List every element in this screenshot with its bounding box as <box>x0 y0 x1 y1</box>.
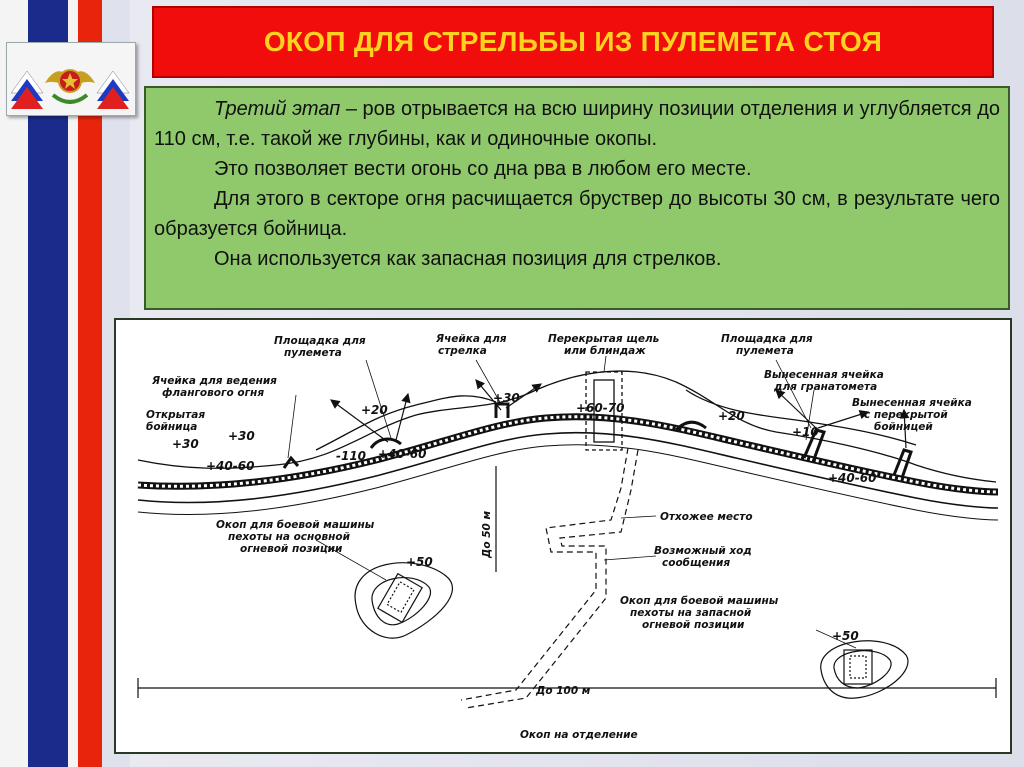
label-rifle-cell: Ячейка для стрелка <box>436 333 507 357</box>
comm-trench <box>461 448 638 708</box>
mark-m10: +10 <box>792 425 819 439</box>
mark-m7: +40-60 <box>378 447 427 461</box>
label-dist-50: До 50 м <box>481 510 493 558</box>
bmp-reserve-emplacement <box>821 641 908 698</box>
label-caption: Окоп на отделение <box>520 729 638 741</box>
mark-m8: +60-70 <box>576 401 625 415</box>
mark-m1: +30 <box>172 437 199 451</box>
mark-m3: +40-60 <box>206 459 255 473</box>
page-title: ОКОП ДЛЯ СТРЕЛЬБЫ ИЗ ПУЛЕМЕТА СТОЯ <box>263 26 883 57</box>
mark-m2: +30 <box>228 429 255 443</box>
label-mg-platform-1: Площадка для пулемета <box>274 335 366 359</box>
mark-m12: +50 <box>406 555 433 569</box>
title-bar <box>152 6 994 78</box>
mark-m4: -110 <box>336 449 367 463</box>
mark-m11: +40-60 <box>828 471 877 485</box>
label-bmp-reserve: Окоп для боевой машины пехоты на запасной огневой позиции <box>620 595 779 631</box>
mark-m6: +30 <box>493 391 520 405</box>
label-mg-platform-2: Площадка для пулемета <box>721 333 813 357</box>
mark-m13: +50 <box>832 629 859 643</box>
label-covered-slit: Перекрытая щель или блиндаж <box>548 333 660 357</box>
paragraph-3: Для этого в секторе огня расчищается бруствер до высоты 30 см, в результате чего образуется бойница. <box>154 188 1000 240</box>
label-open-loophole: Открытая бойница <box>146 409 206 433</box>
label-latrine: Отхожее место <box>660 511 753 523</box>
label-bmp-main: Окоп для боевой машины пехоты на основной огневой позиции <box>216 519 375 555</box>
paragraph-1 <box>154 94 1000 154</box>
label-dist-100: До 100 м <box>536 685 591 697</box>
trench-diagram-svg <box>116 320 1010 752</box>
mark-m9: +20 <box>718 409 745 423</box>
label-comm-trench: Возможный ход сообщения <box>654 545 752 569</box>
description-box <box>144 86 1010 310</box>
paragraph-4: Она используется как запасная позиция для стрелков. <box>214 248 722 270</box>
label-grenade-cell: Вынесенная ячейка для гранатомета <box>764 369 884 393</box>
stage-term: Третий этап <box>214 98 341 120</box>
emblem-logo <box>6 42 136 116</box>
bmp-main-emplacement <box>355 563 452 638</box>
mark-m5: +20 <box>361 403 388 417</box>
label-covered-loophole-cell: Вынесенная ячейка с перекрытой бойницей <box>852 397 972 433</box>
label-flank-cell: Ячейка для ведения флангового огня <box>152 375 277 399</box>
paragraph-2: Это позволяет вести огонь со дна рва в любом его месте. <box>214 158 752 180</box>
paragraph-1-text: – ров отрывается на всю ширину позиции отделения и углубляется до 110 см, т.е. такой же глубины, как и одиночные окопы. <box>154 98 1000 150</box>
trench-diagram <box>114 318 1012 754</box>
